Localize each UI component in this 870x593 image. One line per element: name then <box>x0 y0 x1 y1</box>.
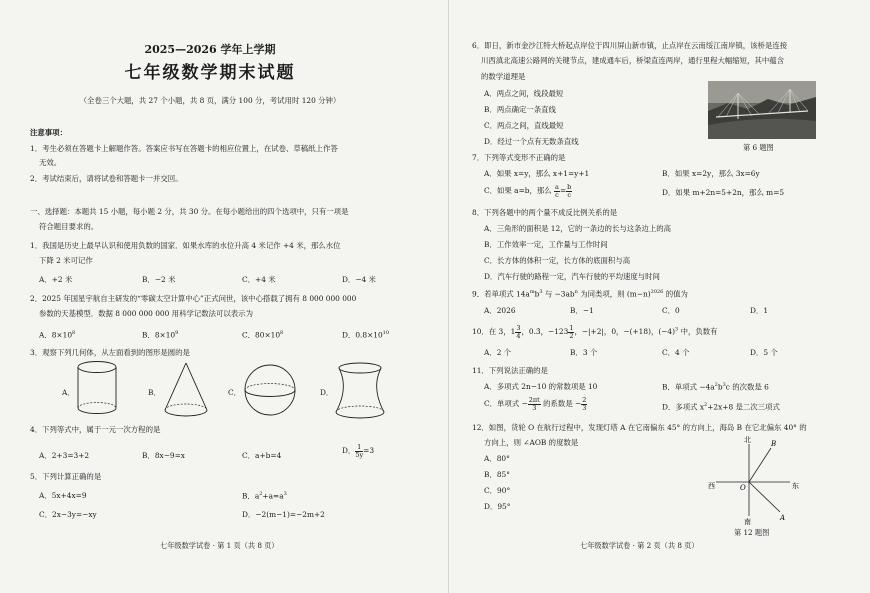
q6-option-c: C．两点之间，直线最短 <box>484 121 564 130</box>
q3-option-d: D． <box>320 388 334 397</box>
q9-option-c: C．0 <box>662 306 680 315</box>
q6-stem-cont-1: 川西滇北高速公路网的关键节点，建成通车后，桥梁直连两岸，通行里程大幅缩短，其中蕴含 <box>481 56 785 65</box>
q9-option-a: A．2026 <box>484 306 516 315</box>
q4-option-d: D． $\frac{1}{5y}$ =3 <box>342 443 375 459</box>
compass-north-label: 北 <box>744 436 751 444</box>
page-divider <box>448 0 449 593</box>
q9-option-b: B．−1 <box>570 306 594 315</box>
q5-option-b: B．$a^2+a=a^3$ <box>242 491 287 501</box>
page-2 <box>472 0 857 593</box>
q3-option-a: A． <box>62 388 75 397</box>
q1-option-b: B．−2 米 <box>142 275 176 284</box>
q7-option-c: C．如果 a=b，那么 $\frac{a}{c}$ = $\frac{b}{c}$ <box>484 183 572 199</box>
q1-stem: 1．我国是历史上最早认识和使用负数的国家．如果水库的水位升高 4 米记作 +4 米，那么水位 <box>30 241 341 250</box>
q6-stem: 6．即日，新市金沙江特大桥起点岸位于四川屏山新市镇，止点岸在云南绥江南岸镇，该桥是连接 <box>472 41 788 50</box>
q1-option-d: D．−4 米 <box>342 275 376 284</box>
q5-option-c: C．2x−3y=−xy <box>39 510 97 519</box>
page-1 <box>30 0 435 593</box>
q7-option-a: A．如果 x=y，那么 x+1=y+1 <box>484 169 590 178</box>
q2-option-a: A．$8\times 10^8$ <box>39 330 76 340</box>
q10-stem: 10．在 3，1 $\frac{3}{4}$ ，0.3̇，−123 $\frac{1}{2}$ ，−|+2|，0，−(+18)，$(-4)^3$ 中，负数有 <box>472 324 718 340</box>
q3-stem: 3．观察下列几何体，从左面看到的图形是圆的是 <box>30 348 190 357</box>
q12-stem: 12．如图，货轮 O 在航行过程中，发现灯塔 A 在它南偏东 45° 的方向上，海岛 B 在它北偏东 40° 的 <box>472 423 807 432</box>
q8-option-c: C．长方体的体积一定，长方体的底面积与高 <box>484 256 631 265</box>
q3-option-b: B． <box>148 388 161 397</box>
sphere-figure <box>242 362 298 418</box>
q2-stem: 2．2025 年国星宇航自主研发的“零碳太空计算中心”正式问世，该中心搭载了拥有 8 000 000 000 <box>30 294 357 303</box>
compass-diagram <box>708 432 808 527</box>
q1-stem-cont: 下降 2 米可记作 <box>39 256 93 265</box>
q7-stem: 7．下列等式变形不正确的是 <box>472 153 566 162</box>
notes-heading: 注意事项： <box>30 128 67 137</box>
q7-option-b: B．如果 x=2y，那么 3x=6y <box>662 169 760 178</box>
section-1-heading: 一、选择题：本题共 15 小题，每小题 2 分，共 30 分。在每小题给出的四个选项中，只有一项是 <box>30 207 349 216</box>
section-1-heading-cont: 符合题目要求的。 <box>39 222 99 231</box>
q1-option-c: C．+4 米 <box>242 275 276 284</box>
q4-option-a: A．2+3=3+2 <box>39 451 90 460</box>
q5-option-a: A．5x+4x=9 <box>39 491 87 500</box>
compass-south-label: 南 <box>744 518 751 526</box>
q1-option-a: A．+2 米 <box>39 275 73 284</box>
q8-stem: 8．下列各题中的两个量不成反比例关系的是 <box>472 208 618 217</box>
q12-stem-cont: 方向上，则 ∠AOB 的度数是 <box>484 438 579 447</box>
q8-option-b: B．工作效率一定，工作量与工作时间 <box>484 240 608 249</box>
q9-option-d: D．1 <box>750 306 769 315</box>
point-b-label: B <box>771 440 777 448</box>
exam-subtitle: （全卷三个大题，共 27 个小题，共 8 页，满分 100 分，考试用时 120 分钟） <box>79 96 341 105</box>
cylinder-figure <box>72 358 122 418</box>
q4-option-c: C．a+b=4 <box>242 451 282 460</box>
q12-option-d: D．95° <box>484 502 511 511</box>
q11-stem: 11．下列说法正确的是 <box>472 366 548 375</box>
q6-option-b: B．两点确定一条直线 <box>484 105 556 114</box>
q10-option-b: B．3 个 <box>570 348 598 357</box>
note-1: 1．考生必须在答题卡上解题作答。答案应书写在答题卡的相应位置上，在试卷、草稿纸上作答 <box>30 144 338 153</box>
q6-figure-caption: 第 6 题图 <box>743 143 774 152</box>
q12-option-c: C．90° <box>484 486 511 495</box>
q6-option-a: A．两点之间，线段最短 <box>484 89 564 98</box>
note-1-cont: 无效。 <box>39 158 62 167</box>
hyperboloid-figure <box>330 360 390 420</box>
bridge-photo <box>708 81 816 139</box>
compass-east-label: 东 <box>792 482 799 490</box>
q2-option-b: B．$8\times 10^9$ <box>142 330 179 340</box>
q4-stem: 4．下列等式中，属于一元一次方程的是 <box>30 425 161 434</box>
q2-stem-cont: 参数的天基模型．数据 8 000 000 000 用科学记数法可以表示为 <box>39 309 253 318</box>
cone-figure <box>160 360 212 420</box>
q9-stem: 9．若单项式 $14a^mb^3$ 与 $-3ab^n$ 为同类项，则 $(m-n)^{2026}$ 的值为 <box>472 289 688 299</box>
q11-option-c: C．单项式 − $\frac{2\pi t}{3}$ 的系数是 − $\frac{2}{3}$ <box>484 396 587 412</box>
q11-option-a: A．多项式 2n−10 的常数项是 10 <box>484 382 598 391</box>
q8-option-d: D．汽车行驶的路程一定，汽车行驶的平均速度与时间 <box>484 272 660 281</box>
point-o-label: O <box>740 484 746 492</box>
point-a-label: A <box>780 514 786 522</box>
q8-option-a: A．三角形的面积是 12，它的一条边的长与这条边上的高 <box>484 224 672 233</box>
q3-option-c: C． <box>228 388 242 397</box>
q5-option-d: D．−2(m−1)=−2m+2 <box>242 510 325 519</box>
note-2: 2．考试结束后，请将试卷和答题卡一并交回。 <box>30 174 183 183</box>
q12-option-b: B．85° <box>484 470 510 479</box>
q2-option-c: C．$80\times 10^8$ <box>242 330 284 340</box>
exam-title: 七年级数学期末试题 <box>124 63 296 83</box>
compass-west-label: 西 <box>708 482 715 490</box>
q5-stem: 5．下列计算正确的是 <box>30 472 102 481</box>
exam-year: 2025—2026 学年上学期 <box>144 43 276 56</box>
q10-option-c: C．4 个 <box>662 348 690 357</box>
q12-option-a: A．80° <box>484 454 510 463</box>
q6-stem-cont-2: 的数学道理是 <box>481 72 526 81</box>
q11-option-d: D．多项式 $x^2+2x+8$ 是二次三项式 <box>662 402 780 412</box>
q4-option-b: B．8x−9=x <box>142 451 185 460</box>
q12-figure-caption: 第 12 题图 <box>734 528 770 537</box>
footer-page-1: 七年级数学试卷 · 第 1 页（共 8 页） <box>160 541 279 550</box>
q11-option-b: B．单项式 $-4a^2b^3c$ 的次数是 6 <box>662 382 769 392</box>
q7-option-d: D．如果 m+2n=5+2n，那么 m=5 <box>662 188 785 197</box>
q10-option-a: A．2 个 <box>484 348 512 357</box>
q6-option-d: D．经过一个点有无数条直线 <box>484 137 579 146</box>
footer-page-2: 七年级数学试卷 · 第 2 页（共 8 页） <box>580 541 699 550</box>
q2-option-d: D．$0.8\times 10^{10}$ <box>342 330 390 340</box>
q10-option-d: D．5 个 <box>750 348 778 357</box>
